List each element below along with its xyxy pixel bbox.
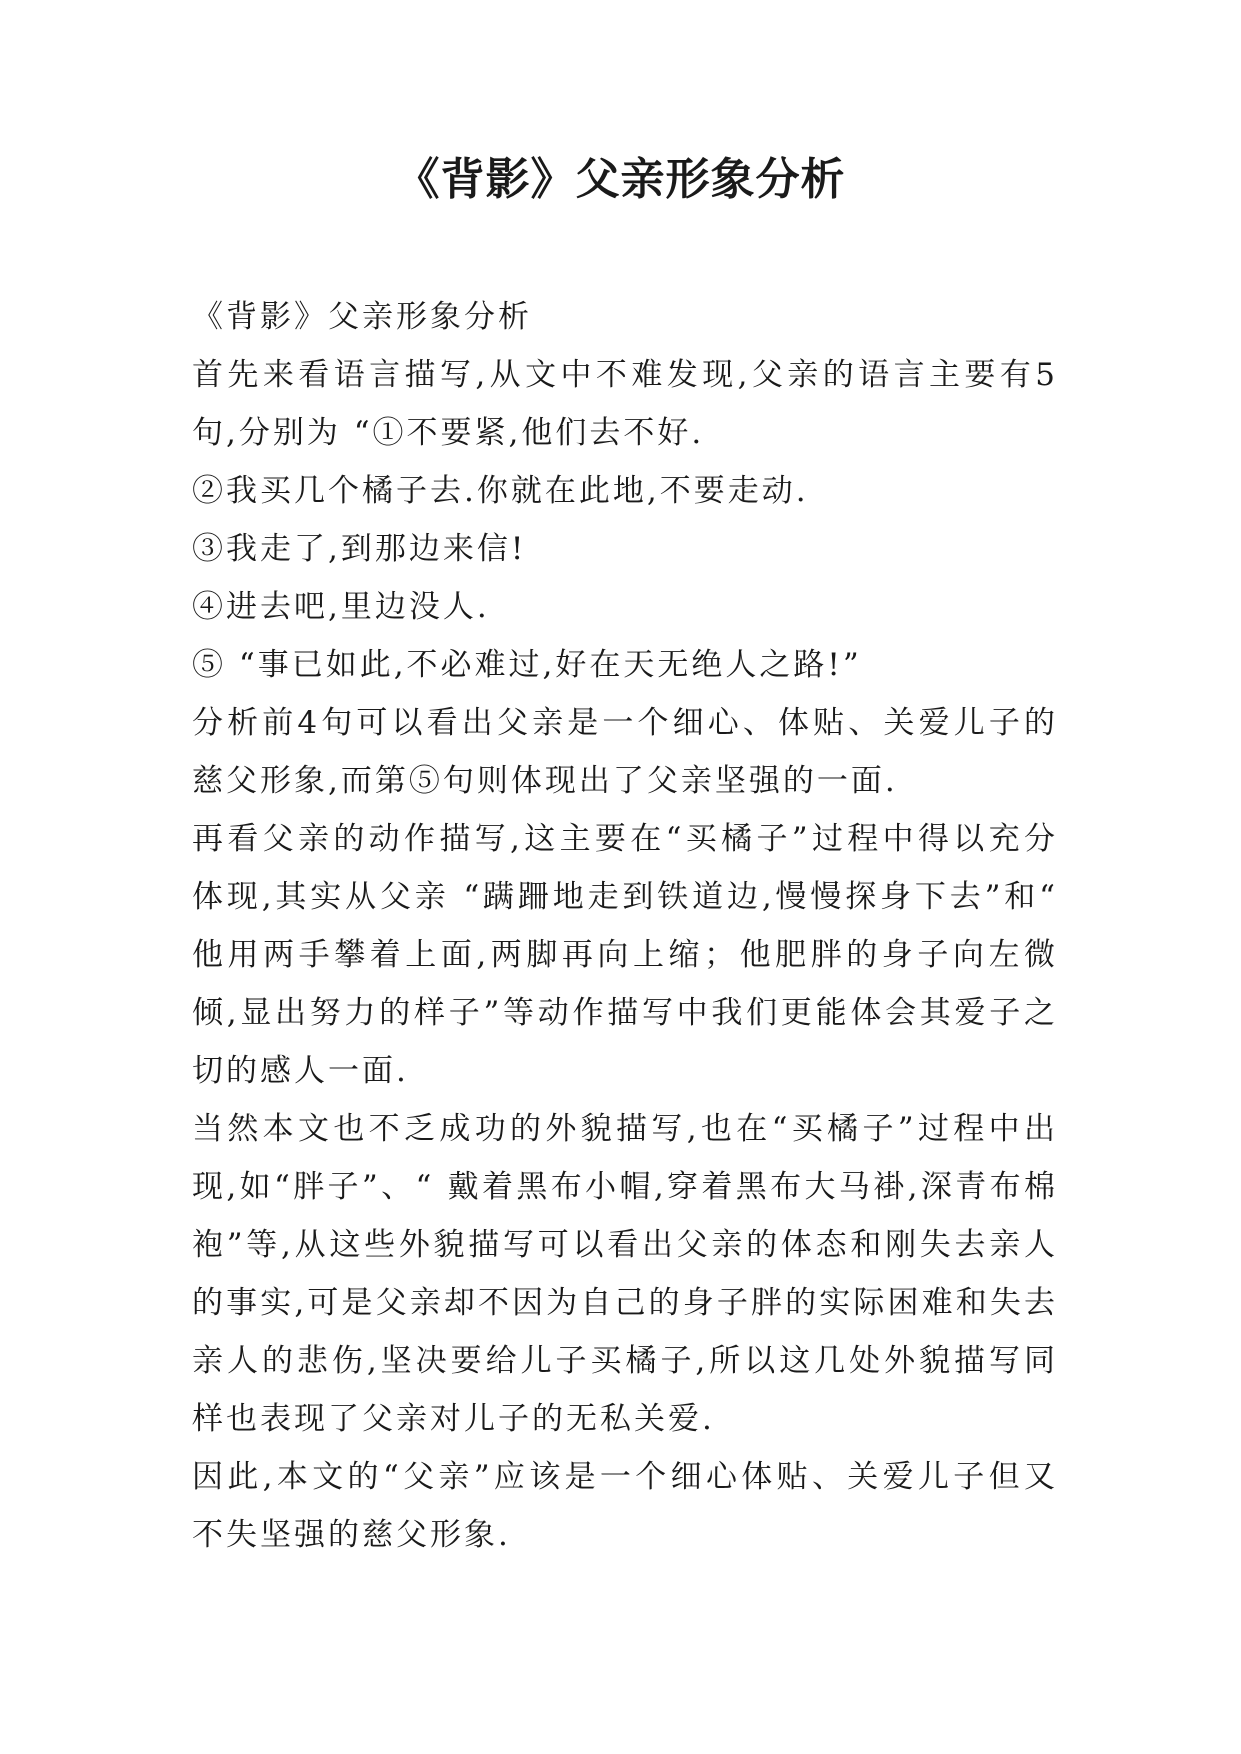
paragraph-language-intro: 首先来看语言描写,从文中不难发现,父亲的语言主要有5句,分别为 “①不要紧,他们去不好.: [192, 357, 1058, 451]
paragraph-conclusion: 因此,本文的“父亲”应该是一个细心体贴、关爱儿子但又不失坚强的慈父形象.: [192, 1459, 1058, 1553]
paragraph-language-analysis: 分析前4句可以看出父亲是一个细心、体贴、关爱儿子的慈父形象,而第⑤句则体现出了父亲坚强的一面.: [192, 705, 1058, 799]
paragraph-quote-4: ④进去吧,里边没人.: [192, 589, 490, 625]
document-title: 《背影》父亲形象分析: [395, 154, 846, 205]
paragraph-quote-5: ⑤ “事已如此,不必难过,好在天无绝人之路!”: [192, 647, 862, 683]
paragraph-action-description: 再看父亲的动作描写,这主要在“买橘子”过程中得以充分体现,其实从父亲 “蹒跚地走到铁道边,慢慢探身下去”和“ 他用两手攀着上面,两脚再向上缩；他肥胖的身子向左微倾,显出努力的样子”等动作描写中我们更能体会其爱子之切的感人一面.: [192, 821, 1058, 1089]
paragraph-quote-3: ③我走了,到那边来信!: [192, 531, 527, 567]
paragraph-quote-2: ②我买几个橘子去.你就在此地,不要走动.: [192, 473, 809, 509]
document-body: [192, 288, 1058, 1564]
paragraph-appearance-description: 当然本文也不乏成功的外貌描写,也在“买橘子”过程中出现,如“胖子”、“ 戴着黑布小帽,穿着黑布大马褂,深青布棉袍”等,从这些外貌描写可以看出父亲的体态和刚失去亲人的事实,可是父亲却不因为自己的身子胖的实际困难和失去亲人的悲伤,坚决要给儿子买橘子,所以这几处外貌描写同样也表现了父亲对儿子的无私关爱.: [192, 1111, 1058, 1437]
paragraph-subtitle: 《背影》父亲形象分析: [192, 299, 532, 335]
